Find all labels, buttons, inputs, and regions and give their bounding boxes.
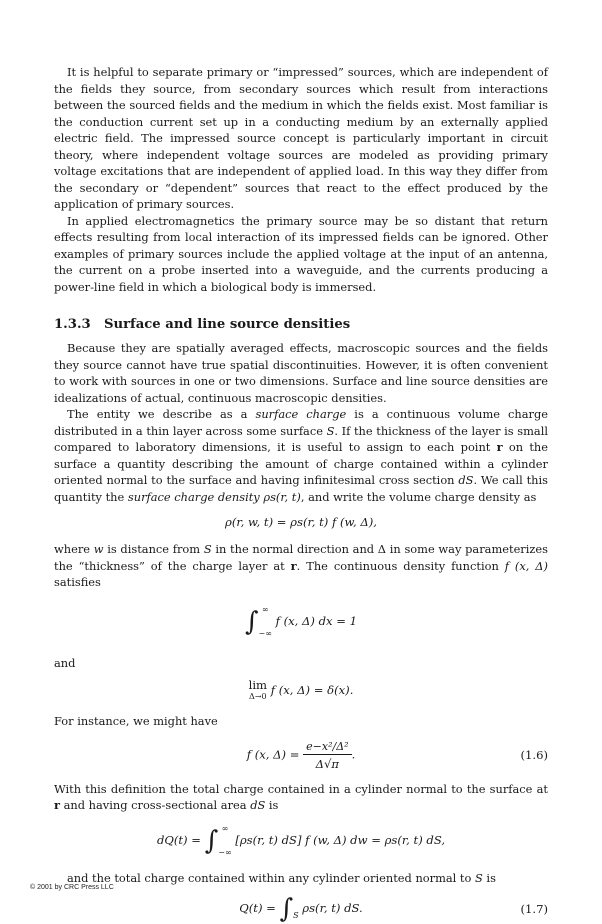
equation-1-6: f (x, Δ) = $\frac{\text{e−x²/Δ²}}{\Delta√\pi}$ . (1.6) bbox=[246, 739, 548, 771]
equation-1-7: Q(t) = ∫ S ρs(r, t) dS. (1.7) bbox=[239, 894, 548, 924]
paragraph-impressed-sources: It is helpful to separate primary or “impressed” sources, which are independent of the fields they source, from secondary sources which result from interactions between the sourced fields and the medium in which the fields exist. Most familiar is the conduction current set up in a conducting medium by an externally applied electric field. The impressed source concept is particularly important in circuit theory, where independent voltage sources are modeled as providing primary voltage excitations that are independent of applied load. In this way they differ from the secondary or “dependent” sources that react to the effect produced by the application of primary sources. bbox=[54, 65, 548, 211]
copyright-footer: © 2001 by CRC Press LLC bbox=[30, 884, 114, 891]
section-title: Surface and line source densities bbox=[104, 317, 351, 332]
equation-limit: lim Δ→0 f (x, Δ) = δ(x). bbox=[248, 678, 354, 701]
paragraph-surface-charge: The entity we describe as a surface charge is a continuous volume charge distributed in a thin layer across some surface S. If the thickness of the layer is small compared to laboratory dimensions, it is useful to assign to each point r on the surface a quantity describing the amount of charge contained within a cylinder oriented normal to the surface and having infinitesimal cross section dS. We call this quantity the surface charge density ρs(r, t), and write the volume charge density as bbox=[54, 407, 549, 504]
word-and: and bbox=[54, 655, 76, 670]
equation-normalization: ∫ ∞ −∞ f (x, Δ) dx = 1 bbox=[244, 604, 358, 638]
paragraph-for-instance: For instance, we might have bbox=[54, 714, 218, 728]
section-number: 1.3.3 bbox=[54, 317, 91, 332]
equation-volume-density: ρ(r, w, t) = ρs(r, t) f (w, Δ), bbox=[225, 515, 377, 529]
equation-number-1-7: (1.7) bbox=[520, 902, 548, 916]
paragraph-applied-electromagnetics: In applied electromagnetics the primary source may be so distant that return effects resulting from local interaction of its impressed fields can be ignored. Other examples of primary sources include the applied voltage at the input of an antenna, the current on a probe inserted into a waveguide, and the currents producing a power-line field in which a biological body is immersed. bbox=[54, 213, 548, 294]
paragraph-total-charge-cylinder: With this definition the total charge contained in a cylinder normal to the surface at r and having cross-sectional area dS is bbox=[54, 781, 548, 812]
page-body bbox=[54, 64, 548, 924]
paragraph-where: where w is distance from S in the normal direction and Δ in some way parameterizes the “thickness” of the charge layer at r. The continuous density function f (x, Δ) satisfies bbox=[54, 542, 548, 589]
equation-number-1-6: (1.6) bbox=[520, 748, 548, 762]
section-heading bbox=[54, 317, 548, 332]
equation-dQ: dQ(t) = ∫ ∞ −∞ [ρs(r, t) dS] f (w, Δ) dw = ρs(r, t) dS, bbox=[156, 823, 446, 857]
paragraph-spatial-averaging: Because they are spatially averaged effects, macroscopic sources and the fields they source cannot have true spatial discontinuities. However, it is often convenient to work with sources in one or two dimensions. Surface and line source densities are idealizations of actual, continuous macroscopic densities. bbox=[54, 341, 548, 405]
paragraph-total-charge-any: and the total charge contained within any cylinder oriented normal to S is bbox=[67, 870, 496, 885]
